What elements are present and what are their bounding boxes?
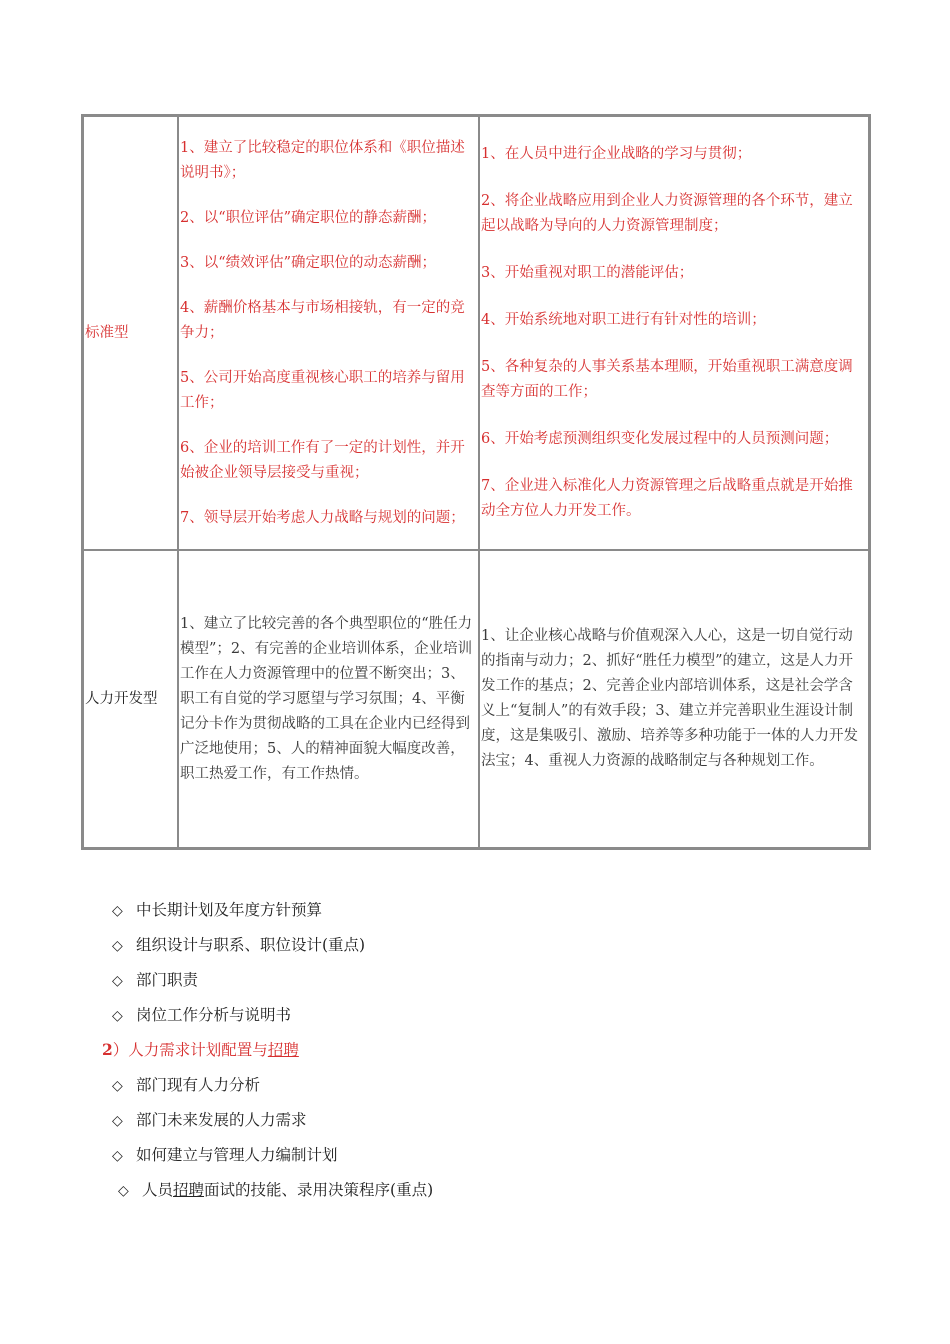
diamond-bullet-icon: ◇ [112, 903, 123, 919]
list-item: 1、在人员中进行企业战略的学习与贯彻； [481, 146, 752, 162]
diamond-bullet-icon: ◇ [112, 938, 123, 954]
table-row [83, 116, 869, 550]
diamond-bullet-icon: ◇ [112, 973, 123, 989]
list-item: 3、以“绩效评估”确定职位的动态薪酬； [180, 254, 437, 271]
list-item: 4、薪酬价格基本与市场相接轨，有一定的竞争力； [180, 299, 465, 341]
list-item-label: 部门现有人力分析 [136, 1076, 261, 1094]
stage-type-development: 人力开发型 [83, 550, 178, 848]
list-item: 7、领导层开始考虑人力战略与规划的问题； [180, 509, 465, 526]
development-features-cell: 1、建立了比较完善的各个典型职位的“胜任力模型”；2、有完善的企业培训体系，企业培训工作在人力资源管理中的位置不断突出；3、职工有自觉的学习愿望与学习氛围；4、平衡记分卡作为贯彻战略的工具在企业内已经得到广泛地使用；5、人的精神面貌大幅度改善，职工热爱工作，有工作热情。 [178, 550, 479, 848]
hr-stage-table [81, 114, 871, 850]
outline-list [102, 898, 434, 1213]
list-item: 1、建立了比较稳定的职位体系和《职位描述说明书》； [180, 139, 465, 181]
list-item [118, 1178, 433, 1213]
list-item-label: 组织设计与职系、职位设计(重点) [136, 936, 366, 954]
diamond-bullet-icon: ◇ [118, 1183, 129, 1199]
standard-strategy-cell [479, 116, 869, 550]
list-item: 3、开始重视对职工的潜能评估； [481, 265, 694, 281]
recruitment-link[interactable]: 招聘 [173, 1181, 205, 1199]
list-item-label: 部门未来发展的人力需求 [136, 1111, 307, 1129]
list-item-label: 岗位工作分析与说明书 [136, 1006, 292, 1024]
list-item [112, 1003, 433, 1038]
table-row [83, 550, 869, 848]
list-item [112, 1073, 433, 1108]
list-item: 5、公司开始高度重视核心职工的培养与留用工作； [180, 369, 465, 411]
list-item-label: 中长期计划及年度方针预算 [136, 901, 323, 919]
diamond-bullet-icon: ◇ [112, 1148, 123, 1164]
list-item: 6、开始考虑预测组织变化发展过程中的人员预测问题； [481, 431, 839, 447]
list-item: 4、开始系统地对职工进行有针对性的培训； [481, 312, 766, 328]
section-number: 2 [102, 1040, 113, 1059]
diamond-bullet-icon: ◇ [112, 1078, 123, 1094]
list-item: 5、各种复杂的人事关系基本理顺，开始重视职工满意度调查等方面的工作； [481, 359, 853, 400]
list-item [112, 933, 433, 968]
list-item [112, 1108, 433, 1143]
list-item: 2、以“职位评估”确定职位的静态薪酬； [180, 209, 437, 226]
stage-type-standard: 标准型 [83, 116, 178, 550]
development-strategy-cell: 1、让企业核心战略与价值观深入人心，这是一切自觉行动的指南与动力；2、抓好“胜任力模型”的建立，这是人力开发工作的基点；2、完善企业内部培训体系，这是社会学含义上“复制人”的有效手段；3、建立并完善职业生涯设计制度，这是集吸引、激励、培养等多种功能于一体的人力开发法宝；4、重视人力资源的战略制定与各种规划工作。 [479, 550, 869, 848]
list-item: 2、将企业战略应用到企业人力资源管理的各个环节，建立起以战略为导向的人力资源管理制度； [481, 193, 853, 234]
standard-features-cell [178, 116, 479, 550]
list-item [112, 968, 433, 1003]
diamond-bullet-icon: ◇ [112, 1113, 123, 1129]
list-item [112, 1143, 433, 1178]
list-item-label-post: 面试的技能、录用决策程序(重点) [204, 1181, 434, 1199]
list-item [112, 898, 433, 933]
section-heading [102, 1038, 433, 1073]
list-item-label-pre: 人员 [142, 1181, 174, 1199]
recruitment-link[interactable]: 招聘 [267, 1041, 299, 1059]
list-item: 6、企业的培训工作有了一定的计划性，并开始被企业领导层接受与重视； [180, 439, 465, 481]
list-item: 7、企业进入标准化人力资源管理之后战略重点就是开始推动全方位人力开发工作。 [481, 478, 853, 519]
list-item-label: 部门职责 [136, 971, 199, 989]
list-item-label: 如何建立与管理人力编制计划 [136, 1146, 338, 1164]
section-title: ）人力需求计划配置与 [112, 1041, 268, 1059]
diamond-bullet-icon: ◇ [112, 1008, 123, 1024]
